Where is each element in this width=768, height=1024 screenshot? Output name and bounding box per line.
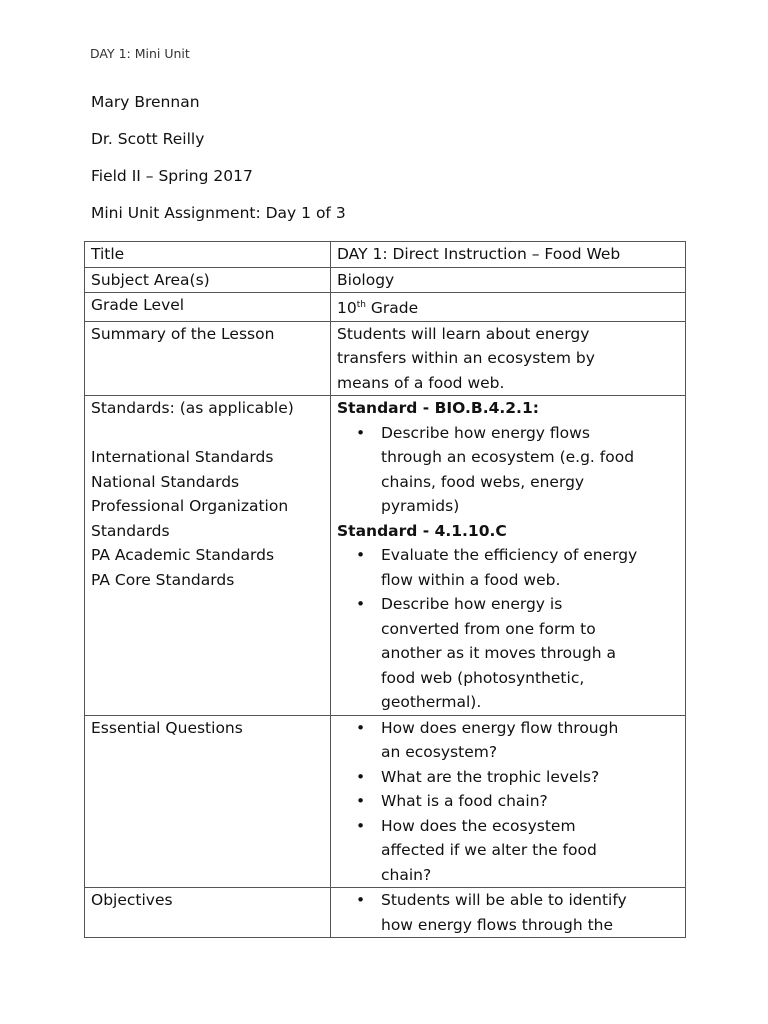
list-item-line: chains, food webs, energy	[381, 472, 585, 491]
table-row	[85, 267, 686, 293]
list-item-line: an ecosystem?	[381, 743, 498, 762]
list-item	[381, 543, 679, 592]
summary-value	[331, 321, 686, 396]
list-item-line: • What are the trophic levels?	[381, 767, 600, 786]
list-item-line: • Describe how energy is	[381, 595, 563, 614]
list-item-line: food web (photosynthetic,	[381, 668, 585, 687]
essential-questions-value	[331, 715, 686, 888]
instructor-name: Dr. Scott Reilly	[91, 130, 205, 148]
list-item-line: pyramids)	[381, 497, 460, 516]
list-item	[381, 888, 679, 937]
list-item-line: • Students will be able to identify	[381, 891, 627, 910]
list-item	[381, 789, 679, 814]
standards-item: PA Academic Standards	[91, 546, 275, 565]
list-item-line: geothermal).	[381, 693, 482, 712]
title-value: DAY 1: Direct Instruction – Food Web	[331, 242, 686, 268]
standards-item: Professional Organization	[91, 497, 289, 516]
list-item-line: • Describe how energy flows	[381, 423, 590, 442]
list-item-line: chain?	[381, 865, 432, 884]
objectives-label: Objectives	[85, 888, 331, 938]
standards-item: National Standards	[91, 472, 240, 491]
essential-questions-label: Essential Questions	[85, 715, 331, 888]
list-item-line: through an ecosystem (e.g. food	[381, 448, 635, 467]
list-item-line: • Evaluate the efficiency of energy	[381, 546, 638, 565]
subject-label: Subject Area(s)	[85, 267, 331, 293]
list-item-line: • How does the ecosystem	[381, 816, 576, 835]
standard-heading: Standard - 4.1.10.C	[337, 521, 507, 540]
list-item-line: flow within a food web.	[381, 570, 561, 589]
grade-suffix: th	[356, 300, 366, 310]
summary-label: Summary of the Lesson	[85, 321, 331, 396]
table-row	[85, 242, 686, 268]
grade-value	[331, 293, 686, 322]
standards-item: International Standards	[91, 448, 274, 467]
list-item	[381, 765, 679, 790]
grade-number: 10	[337, 299, 357, 318]
title-label: Title	[85, 242, 331, 268]
list-item-line: • How does energy flow through	[381, 718, 619, 737]
standard1-list	[337, 421, 679, 519]
author-name: Mary Brennan	[91, 93, 200, 111]
grade-label: Grade Level	[85, 293, 331, 322]
standard-heading: Standard - BIO.B.4.2.1:	[337, 399, 539, 418]
standards-item: Standards	[91, 521, 170, 540]
list-item-line: • What is a food chain?	[381, 792, 548, 811]
table-row	[85, 715, 686, 888]
subject-value: Biology	[331, 267, 686, 293]
page-header: DAY 1: Mini Unit	[90, 46, 190, 61]
standards-label-cell	[85, 396, 331, 716]
list-item	[381, 592, 679, 715]
list-item	[381, 421, 679, 519]
list-item-line: affected if we alter the food	[381, 841, 597, 860]
standard2-list	[337, 543, 679, 715]
list-item-line: another as it moves through a	[381, 644, 616, 663]
course-name: Field II – Spring 2017	[91, 167, 253, 185]
standards-value	[331, 396, 686, 716]
list-item-line: converted from one form to	[381, 619, 596, 638]
table-row	[85, 396, 686, 716]
essential-questions-list	[337, 716, 679, 888]
list-item	[381, 716, 679, 765]
objectives-value	[331, 888, 686, 938]
objectives-list	[337, 888, 679, 937]
summary-line: Students will learn about energy	[337, 324, 590, 343]
list-item-line: how energy flows through the	[381, 915, 614, 934]
list-item	[381, 814, 679, 888]
table-row	[85, 321, 686, 396]
assignment-title: Mini Unit Assignment: Day 1 of 3	[91, 204, 346, 222]
grade-word: Grade	[365, 299, 419, 318]
table-row	[85, 888, 686, 938]
standards-item: PA Core Standards	[91, 570, 235, 589]
table-row	[85, 293, 686, 322]
summary-line: transfers within an ecosystem by	[337, 349, 595, 368]
summary-line: means of a food web.	[337, 373, 505, 392]
lesson-plan-table	[84, 241, 686, 938]
standards-label: Standards: (as applicable)	[91, 399, 294, 418]
